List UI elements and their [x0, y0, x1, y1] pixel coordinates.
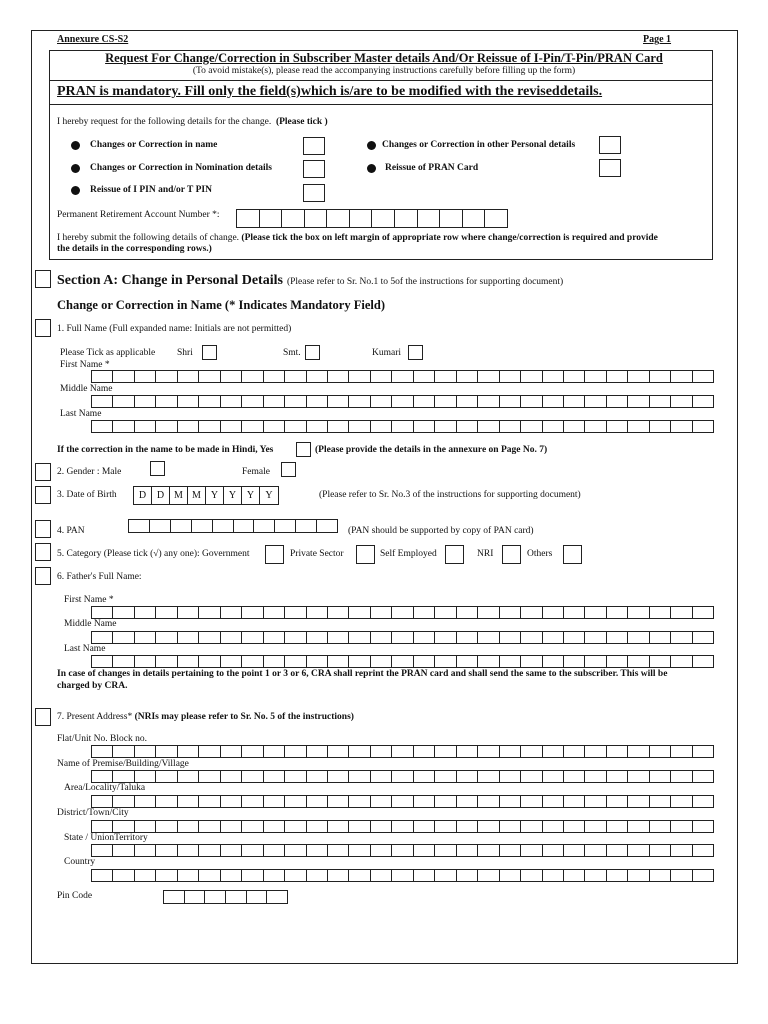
- option-nomination-label: Changes or Correction in Nomination details: [90, 163, 272, 173]
- pan-label: 4. PAN: [57, 526, 85, 536]
- bullet-icon: [71, 141, 80, 150]
- father-last-name-label: Last Name: [64, 644, 106, 654]
- full-name-tick[interactable]: [35, 319, 51, 337]
- tick-applicable-label: Please Tick as applicable: [60, 348, 156, 358]
- option-pran-card-label: Reissue of PRAN Card: [385, 163, 479, 173]
- option-pin-label: Reissue of I PIN and/or T PIN: [90, 185, 212, 195]
- bullet-icon: [71, 164, 80, 173]
- middle-name-input[interactable]: [91, 395, 714, 408]
- state-input[interactable]: [91, 844, 714, 857]
- government-checkbox[interactable]: [265, 545, 284, 564]
- section-a-tick[interactable]: [35, 270, 51, 288]
- shri-checkbox[interactable]: [202, 345, 217, 360]
- submit-instruction: I hereby submit the following details of change. (Please tick the box on left margin of appropriate row where change/correction is required and provide: [57, 233, 658, 243]
- annexure-label: Annexure CS-S2: [57, 34, 129, 45]
- nri-checkbox[interactable]: [502, 545, 521, 564]
- reprint-note-cont: charged by CRA.: [57, 681, 128, 691]
- father-middle-name-label: Middle Name: [64, 619, 117, 629]
- hindi-note: (Please provide the details in the annexure on Page No. 7): [315, 445, 548, 455]
- pan-tick[interactable]: [35, 520, 51, 538]
- header-box: [49, 50, 713, 260]
- father-first-name-label: First Name *: [64, 595, 114, 605]
- smt-checkbox[interactable]: [305, 345, 320, 360]
- male-checkbox[interactable]: [150, 461, 165, 476]
- pan-input[interactable]: [128, 519, 338, 533]
- divider: [49, 104, 713, 105]
- section-a-title: Section A: Change in Personal Details (Please refer to Sr. No.1 to 5of the instructions for supporting document): [57, 273, 564, 288]
- district-label: District/Town/City: [57, 808, 129, 818]
- bullet-icon: [71, 186, 80, 195]
- area-input[interactable]: [91, 795, 714, 808]
- shri-label: Shri: [177, 348, 193, 358]
- option-personal-checkbox[interactable]: [599, 136, 621, 154]
- option-pin-checkbox[interactable]: [303, 184, 325, 202]
- pin-code-label: Pin Code: [57, 891, 93, 901]
- kumari-checkbox[interactable]: [408, 345, 423, 360]
- divider: [49, 80, 713, 81]
- hindi-question: If the correction in the name to be made in Hindi, Yes: [57, 445, 274, 455]
- father-last-name-input[interactable]: [91, 655, 714, 668]
- page-number: Page 1: [643, 34, 672, 45]
- private-sector-label: Private Sector: [290, 549, 344, 559]
- premise-label: Name of Premise/Building/Village: [57, 759, 189, 769]
- last-name-input[interactable]: [91, 420, 714, 433]
- self-employed-checkbox[interactable]: [445, 545, 464, 564]
- father-name-label: 6. Father's Full Name:: [57, 572, 142, 582]
- female-label: Female: [242, 467, 270, 477]
- gender-label: 2. Gender : Male: [57, 467, 122, 477]
- reprint-note: In case of changes in details pertaining to the point 1 or 3 or 6, CRA shall reprint the PRAN card and shall send the same to the subscriber. This will be: [57, 669, 668, 679]
- option-name-label: Changes or Correction in name: [90, 140, 218, 150]
- state-label: State / UnionTerritory: [64, 833, 148, 843]
- district-input[interactable]: [91, 820, 714, 833]
- mandatory-notice: PRAN is mandatory. Fill only the field(s)which is/are to be modified with the reviseddetails.: [57, 84, 603, 99]
- option-personal-label: Changes or Correction in other Personal details: [382, 140, 576, 150]
- father-middle-name-input[interactable]: [91, 631, 714, 644]
- bullet-icon: [367, 141, 376, 150]
- smt-label: Smt.: [283, 348, 301, 358]
- private-sector-checkbox[interactable]: [356, 545, 375, 564]
- dob-input[interactable]: D D M M Y Y Y Y: [133, 486, 279, 505]
- dob-note: (Please refer to Sr. No.3 of the instructions for supporting document): [319, 490, 581, 500]
- middle-name-label: Middle Name: [60, 384, 113, 394]
- hindi-yes-checkbox[interactable]: [296, 442, 311, 457]
- option-nomination-checkbox[interactable]: [303, 160, 325, 178]
- self-employed-label: Self Employed: [380, 549, 437, 559]
- first-name-label: First Name *: [60, 360, 110, 370]
- pran-input[interactable]: [236, 209, 508, 228]
- address-label: 7. Present Address* (NRIs may please refer to Sr. No. 5 of the instructions): [57, 712, 354, 722]
- submit-instruction-cont: the details in the corresponding rows.): [57, 244, 212, 254]
- pin-code-input[interactable]: [163, 890, 288, 904]
- first-name-input[interactable]: [91, 370, 714, 383]
- form-title: Request For Change/Correction in Subscriber Master details And/Or Reissue of I-Pin/T-Pin/PRAN Card: [105, 51, 663, 65]
- option-pran-card-checkbox[interactable]: [599, 159, 621, 177]
- kumari-label: Kumari: [372, 348, 402, 358]
- flat-input[interactable]: [91, 745, 714, 758]
- father-name-tick[interactable]: [35, 567, 51, 585]
- pan-note: (PAN should be supported by copy of PAN card): [348, 526, 534, 536]
- category-label: 5. Category (Please tick (√) any one): Government: [57, 549, 250, 559]
- option-name-checkbox[interactable]: [303, 137, 325, 155]
- gender-tick[interactable]: [35, 463, 51, 481]
- dob-tick[interactable]: [35, 486, 51, 504]
- form-subtitle: (To avoid mistake(s), please read the accompanying instructions carefully before filling up the form): [192, 66, 576, 76]
- request-intro: I hereby request for the following details for the change. (Please tick ): [57, 117, 328, 127]
- flat-label: Flat/Unit No. Block no.: [57, 734, 147, 744]
- bullet-icon: [367, 164, 376, 173]
- country-label: Country: [64, 857, 96, 867]
- full-name-label: 1. Full Name (Full expanded name: Initials are not permitted): [57, 324, 292, 334]
- country-input[interactable]: [91, 869, 714, 882]
- others-label: Others: [527, 549, 553, 559]
- female-checkbox[interactable]: [281, 462, 296, 477]
- name-heading: Change or Correction in Name (* Indicates Mandatory Field): [57, 298, 385, 312]
- nri-label: NRI: [477, 549, 494, 559]
- premise-input[interactable]: [91, 770, 714, 783]
- father-first-name-input[interactable]: [91, 606, 714, 619]
- address-tick[interactable]: [35, 708, 51, 726]
- category-tick[interactable]: [35, 543, 51, 561]
- last-name-label: Last Name: [60, 409, 102, 419]
- dob-label: 3. Date of Birth: [57, 490, 117, 500]
- others-checkbox[interactable]: [563, 545, 582, 564]
- pran-label: Permanent Retirement Account Number *:: [57, 210, 220, 220]
- area-label: Area/Locality/Taluka: [64, 783, 146, 793]
